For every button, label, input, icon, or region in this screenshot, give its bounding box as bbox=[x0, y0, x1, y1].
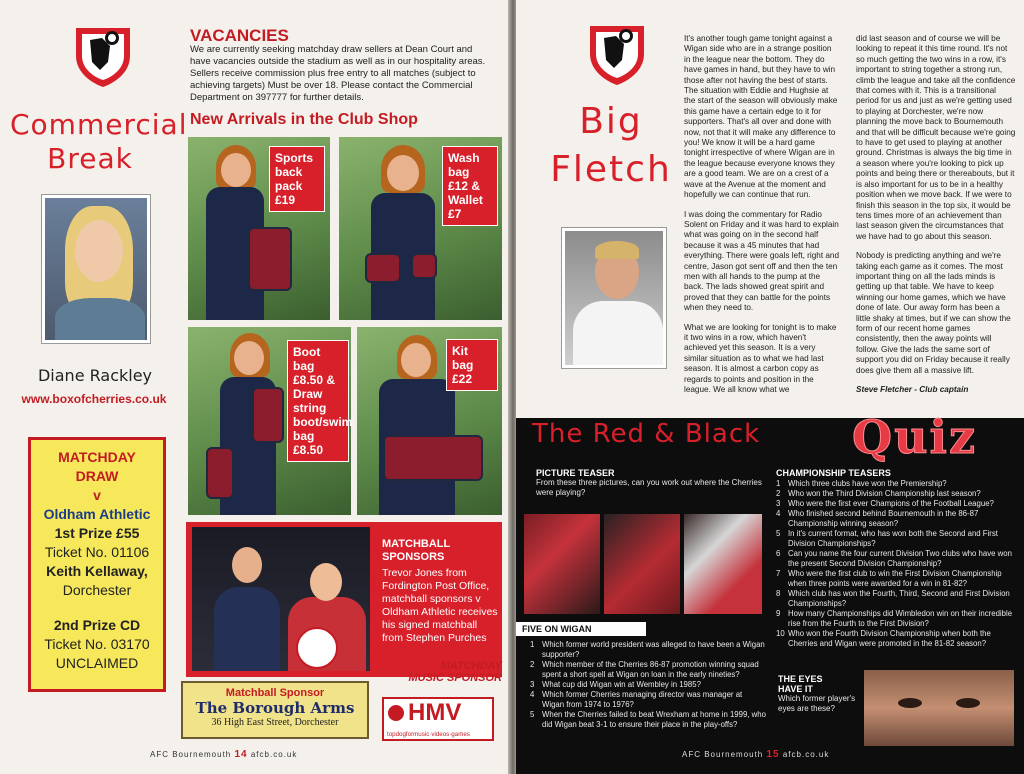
five_on_wigan-question bbox=[530, 710, 766, 730]
article-p5: Nobody is predicting anything and we're taking each game as it comes. The most important thing on all the lads minds is getting up that table. We have to keep winning our home games, which we have done of late. Our away form has been a little shaky at times, but if we can show the form of our recent home games consistently, then the away points will follow. Give the lads the same sort of support you did on Friday because it really does give them all a massive lift. bbox=[856, 251, 1011, 375]
championship-question bbox=[776, 509, 1020, 529]
vacancies-heading: VACANCIES bbox=[190, 26, 289, 45]
dog-icon bbox=[388, 705, 404, 721]
first-town: Dorchester bbox=[62, 582, 132, 598]
right-page bbox=[516, 0, 1024, 774]
diane-rackley-photo bbox=[42, 195, 150, 343]
first-prize: 1st Prize £55 bbox=[54, 525, 140, 541]
draw-line1: MATCHDAY bbox=[58, 449, 136, 465]
footer-page: 14 bbox=[234, 749, 248, 760]
question-number: 6 bbox=[776, 549, 781, 558]
matchball-sponsor-box bbox=[181, 681, 369, 739]
draw-line3: v bbox=[93, 487, 101, 503]
matchday-draw-box bbox=[28, 437, 166, 692]
question-number: 5 bbox=[776, 529, 781, 538]
matchball-text: Trevor Jones from Fordington Post Office, matchball sponsors v Oldham Athletic receives his signed matchball from Stephen Purches bbox=[382, 567, 498, 644]
second-prize: 2nd Prize CD bbox=[53, 617, 141, 633]
championship-question bbox=[776, 529, 1020, 549]
question-number: 1 bbox=[776, 479, 781, 488]
matchball-title-1: MATCHBALL bbox=[382, 538, 451, 550]
sponsor-address: 36 High East Street, Dorchester bbox=[211, 717, 339, 728]
championship-question bbox=[776, 499, 1020, 509]
question-number: 10 bbox=[776, 629, 785, 638]
question-number: 7 bbox=[776, 569, 781, 578]
five_on_wigan-question bbox=[530, 680, 766, 690]
question-text: Which club has won the Fourth, Third, Second and First Division Championships? bbox=[788, 589, 1010, 608]
matchball-photo bbox=[192, 527, 370, 671]
shop-heading: New Arrivals in the Club Shop bbox=[190, 111, 418, 128]
club-crest-icon bbox=[72, 22, 134, 88]
hmv-tagline: topdogformusic·videos·games bbox=[387, 731, 470, 738]
article-column-2 bbox=[856, 34, 1016, 406]
footer-club: AFC Bournemouth bbox=[150, 750, 232, 759]
question-text: Who finished second behind Bournemouth in the 86-87 Championship winning season? bbox=[788, 509, 979, 528]
draw-line2: DRAW bbox=[75, 468, 119, 484]
eyes-heading-2: HAVE IT bbox=[778, 684, 813, 694]
question-number: 9 bbox=[776, 609, 781, 618]
five_on_wigan-question bbox=[530, 640, 766, 660]
footer-page: 15 bbox=[766, 749, 780, 760]
price-tag-washbag: Wash bag £12 & Wallet £7 bbox=[442, 146, 498, 226]
first-ticket: Ticket No. 01106 bbox=[44, 544, 150, 560]
right-footer bbox=[682, 749, 829, 760]
big-fletch-title-2: Fletch bbox=[550, 149, 672, 190]
quiz-title: The Red & Black bbox=[532, 419, 761, 449]
question-number: 2 bbox=[530, 660, 535, 669]
five-on-wigan-heading: FIVE ON WIGAN bbox=[516, 622, 646, 636]
website-link[interactable]: www.boxofcherries.co.uk bbox=[21, 392, 167, 406]
question-number: 3 bbox=[776, 499, 781, 508]
question-number: 8 bbox=[776, 589, 781, 598]
championship-heading: CHAMPIONSHIP TEASERS bbox=[776, 468, 891, 478]
question-number: 5 bbox=[530, 710, 535, 719]
price-tag-bootbag: Boot bag £8.50 & Draw string boot/swim bag £8.50 bbox=[287, 340, 349, 462]
five_on_wigan-question bbox=[530, 660, 766, 680]
footer-site: afcb.co.uk bbox=[782, 750, 830, 759]
championship-question bbox=[776, 479, 1020, 489]
sponsor-name: The Borough Arms bbox=[195, 699, 355, 717]
championship-questions bbox=[776, 479, 1020, 649]
article-p3: What we are looking for tonight is to make it two wins in a row, which haven't achieved yet this season. It is a very similar situation as to what we had last season. It is almost a carbon copy as regards to points and position in the league. We all know what we bbox=[684, 322, 837, 394]
draw-opponent: Oldham Athletic bbox=[43, 506, 151, 522]
question-text: In it's current format, who has won both the Second and First Division Championships? bbox=[788, 529, 998, 548]
article-p2: I was doing the commentary for Radio Solent on Friday and it was hard to explain what was going on in the second half because it was a 45 minutes that had everything. There were goals left, right and centre, Jason got sent off and then the ten men with all hands to the pump at the back. The lads showed great spirit and proved that they can battle for the points when they need to. bbox=[684, 209, 840, 313]
commercial-break-title-1: Commercial bbox=[10, 108, 188, 141]
big-fletch-title-1: Big bbox=[579, 101, 643, 142]
price-tag-backpack: Sports back pack £19 bbox=[269, 146, 325, 212]
club-crest-icon bbox=[586, 20, 648, 86]
left-page bbox=[0, 0, 510, 774]
article-p1: It's another tough game tonight against a Wigan side who are in a strange position in the league near the bottom. They do have games in hand, but they have to win those after not having the best of starts. The situation with Eddie and Hughsie at the start of the season will obviously make this game have a certain edge to it for supporters. That's all over and done with now, not that it will make any difference to you! We know it will be a hard game tonight irrespective of where Wigan are in the league because everyone knows they are a good team. We are on a crest of a wave at the Avenue at the moment and hopefully we can continue that run. bbox=[684, 34, 838, 200]
footer-site: afcb.co.uk bbox=[250, 750, 298, 759]
championship-question bbox=[776, 489, 1020, 499]
question-text: Which member of the Cherries 86-87 promotion winning squad spent a short spell at Wigan on loan in the early nineties? bbox=[542, 660, 759, 679]
championship-question bbox=[776, 589, 1020, 609]
sponsor-label: Matchball Sponsor bbox=[225, 687, 325, 699]
picture-teaser-text: From these three pictures, can you work out where the Cherries were playing? bbox=[536, 478, 762, 497]
question-text: How many Championships did Wimbledon win on their incredible rise from the Fourth to the First Division? bbox=[788, 609, 1013, 628]
music-sponsor-line2: MUSIC SPONSOR bbox=[408, 672, 502, 684]
question-text: Who won the Third Division Championship last season? bbox=[788, 489, 981, 498]
championship-question bbox=[776, 549, 1020, 569]
question-number: 1 bbox=[530, 640, 535, 649]
quiz-picture-1 bbox=[524, 514, 600, 614]
music-sponsor-line1: MATCHDAY bbox=[440, 660, 502, 672]
championship-question bbox=[776, 629, 1020, 649]
article-column-1 bbox=[684, 34, 840, 406]
eyes-text: Which former player's eyes are these? bbox=[778, 694, 856, 713]
first-winner: Keith Kellaway, bbox=[46, 563, 148, 579]
footer-club: AFC Bournemouth bbox=[682, 750, 764, 759]
championship-question bbox=[776, 609, 1020, 629]
question-text: Which former Cherries managing director was manager at Wigan from 1974 to 1976? bbox=[542, 690, 743, 709]
question-text: Who were the first club to win the First Division Championship when three points were awarded for a win in 81-82? bbox=[788, 569, 1002, 588]
quiz-picture-3 bbox=[684, 514, 762, 614]
left-footer bbox=[150, 749, 297, 760]
price-tag-kitbag: Kit bag £22 bbox=[446, 339, 498, 391]
five_on_wigan-question bbox=[530, 690, 766, 710]
quiz-section bbox=[516, 410, 1024, 774]
article-p4: did last season and of course we will be looking to repeat it this time round. It's not so much getting the two wins in a row, it's important to string together a strong run, climb the league and take all the confidence that comes with it. This is a transitional period for us and just as we're getting used to playing at Dorchester, we're now planning the move back to Bournemouth and that will be difficult because we're going to have to get used to playing at another ground. Christmas is always the big time in a season where you're looking to pick up points and being there or thereabouts, but it is also important for us to be in a healthy position when we move back. If we were to finish this season in the top six, it would be tens times more of an achievement than last season given the circumstances that we have had to go about this season. bbox=[856, 34, 1016, 241]
question-number: 4 bbox=[776, 509, 781, 518]
question-number: 4 bbox=[530, 690, 535, 699]
question-number: 3 bbox=[530, 680, 535, 689]
matchball-panel bbox=[186, 522, 502, 677]
steve-fletcher-photo bbox=[562, 228, 666, 368]
question-text: Which three clubs have won the Premiership? bbox=[788, 479, 947, 488]
second-status: UNCLAIMED bbox=[55, 655, 139, 671]
question-text: Can you name the four current Division Two clubs who have won the present Second Division Championship? bbox=[788, 549, 1012, 568]
championship-question bbox=[776, 569, 1020, 589]
person-name: Diane Rackley bbox=[37, 366, 153, 385]
second-ticket: Ticket No. 03170 bbox=[44, 636, 150, 652]
question-text: What cup did Wigan win at Wembley in 1985? bbox=[542, 680, 701, 689]
hmv-logo bbox=[382, 697, 494, 741]
commercial-break-title-2: Break bbox=[47, 142, 133, 175]
article-signature: Steve Fletcher - Club captain bbox=[856, 385, 969, 394]
matchball-title-2: SPONSORS bbox=[382, 551, 445, 563]
picture-teaser-heading: PICTURE TEASER bbox=[536, 468, 615, 478]
question-text: When the Cherries failed to beat Wrexham at home in 1999, who did Wigan beat 3-1 to ensure their place in the play-offs? bbox=[542, 710, 766, 729]
question-text: Who won the Fourth Division Championship when both the Cherries and Wigan were promoted in the 81-82 season? bbox=[788, 629, 991, 648]
question-number: 2 bbox=[776, 489, 781, 498]
quiz-picture-2 bbox=[604, 514, 680, 614]
eyes-heading-1: THE EYES bbox=[778, 674, 823, 684]
vacancies-text: We are currently seeking matchday draw sellers at Dean Court and have vacancies outside the stadium as well as in our hospitality areas. Sellers receive commission plus free entry to all matches (subject to achieving targets) Must be over 18. Please contact the Commercial Department on 397777 for further details. bbox=[190, 44, 486, 103]
quiz-title-big: Quiz bbox=[852, 410, 978, 464]
eyes-photo bbox=[864, 670, 1014, 746]
wigan-questions bbox=[530, 640, 766, 730]
question-text: Which former world president was alleged to have been a Wigan supporter? bbox=[542, 640, 765, 659]
hmv-brand: HMV bbox=[408, 699, 462, 726]
question-text: Who were the first ever Champions of the Football League? bbox=[788, 499, 994, 508]
